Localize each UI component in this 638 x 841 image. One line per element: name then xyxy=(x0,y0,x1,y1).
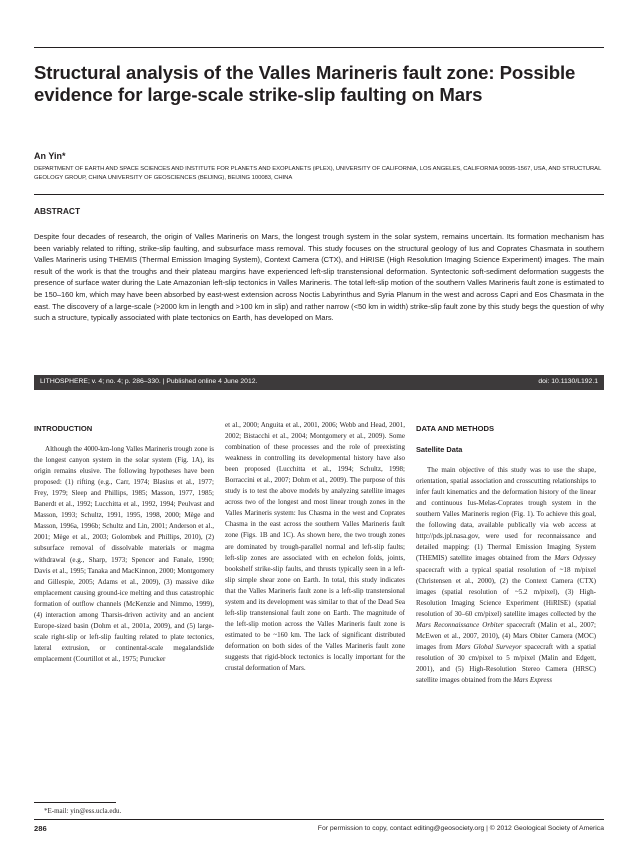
spacecraft-name: Mars Reconnaissance Orbiter xyxy=(416,620,504,629)
journal-citation: LITHOSPHERE; v. 4; no. 4; p. 286–330. | Published online 4 June 2012. xyxy=(40,378,258,385)
author-name: An Yin* xyxy=(34,151,66,161)
journal-citation-band xyxy=(34,375,604,390)
permission-notice: For permission to copy, contact editing@geosociety.org | © 2012 Geological Society of America xyxy=(317,825,604,832)
satellite-data-paragraph xyxy=(416,465,596,686)
spacecraft-name: Mars Global Surveyor xyxy=(455,642,522,651)
text-run: spacecraft with a typical spatial resolution of ~18 m/pixel (Christensen et al., 2000), (2) the Context Camera (CTX) images (spatial resolution of ~5.2 m/pixel), (3) High-Resolution Imaging Science Experiment (HiRISE) (spatial resolution of 30–60 cm/pixel) satellite images collected by the xyxy=(416,565,596,618)
spacecraft-name: Mars Odyssey xyxy=(554,554,596,563)
text-run: The main objective of this study was to use the shape, orientation, spatial association and crosscutting relationships to infer fault kinematics and the deformation history of the linear and continuous Ius-Melas-Coprates trough system in the southern Valles Marineris region (Fig. 1). To achieve this goal, the following data, available publically via web access at http://pds.jpl.nasa.gov, were used for reconnaissance and detailed mapping: (1) Thermal Emission Imaging System (THEMIS) satellite images obtained from the xyxy=(416,466,596,563)
bottom-rule xyxy=(34,819,604,820)
doi-link[interactable]: doi: 10.1130/L192.1 xyxy=(538,378,598,385)
section-heading-data-methods: DATA AND METHODS xyxy=(416,424,495,433)
footnote-rule xyxy=(34,802,116,803)
text-run: spacecraft with a spatial resolution of 30 cm/pixel to 5 m/pixel (Malin and Edgett, 2001), and (5) High-Resolution Stereo Camera (HRSC) satellite images obtained from the xyxy=(416,642,597,684)
paper-title: Structural analysis of the Valles Marineris fault zone: Possible evidence for large-scale strike-slip faulting on Mars xyxy=(34,62,576,105)
author-affiliation: DEPARTMENT OF EARTH AND SPACE SCIENCES AND INSTITUTE FOR PLANETS AND EXOPLANETS (iPLEX), UNIVERSITY OF CALIFORNIA, LOS ANGELES, CALIFORNIA 90095-1567, USA, AND STRUCTURAL GEOLOGY GROUP, CHINA UNIVERSITY OF GEOSCIENCES (BEIJING), BEIJING 100083, CHINA xyxy=(34,166,602,181)
introduction-continued-paragraph: et al., 2000; Anguita et al., 2001, 2006; Webb and Head, 2001, 2002; Bistacchi et al., 2004; Montgomery et al., 2009). Some combination of these processes and the role of preexisting weakness in controlling its developmental history have also been proposed (Lucchitta et al., 1994; Schultz, 1998; Borraccini et al., 2007; Dohm et al., 2009). The purpose of this study is to test the above models by analyzing satellite images across two of the longest and most linear trough zones in the Valles Marineris system: Ius Chasma in the west and Coprates Chasma in the east across the southern Valles Marineris fault zone (Figs. 1B and 1C). As shown here, the two trough zones are dominated by trough-parallel normal and left-slip faults; left-slip zones are associated with en echelon folds, joints, bookshelf strike-slip faults, and thrusts typically seen in a left-slip simple shear zone on Earth. In total, this study indicates that the Valles Marineris fault zone is a left-slip transtensional system and its development was similar to that of the Dead Sea left-slip transtensional fault zone on Earth. The magnitude of the left-slip motion across the Valles Marineris fault zone is estimated to be ~160 km. The lack of significant distributed deformation on both sides of the Valles Marineris fault zone suggests that rigid-block tectonics is locally important for the crustal deformation of Mars. xyxy=(225,421,405,673)
text-run: spacecraft (Malin et al., 2007; McEwen et al., 2007, 2010), (4) Mars Obiter Camera (MOC) images from xyxy=(416,620,596,651)
section-heading-introduction: INTRODUCTION xyxy=(34,424,93,433)
spacecraft-name: Mars Express xyxy=(513,675,552,684)
abstract-text: Despite four decades of research, the origin of Valles Marineris on Mars, the longest trough system in the solar system, remains uncertain. Its formation mechanism has been variably related to rifting, strike-slip faulting, and subsurface mass removal. This study focuses on the structural geology of Ius and Coprates Chasmata in southern Valles Marineris using THEMIS (Thermal Emission Imaging System), Context Camera (CTX), and HiRISE (High Resolution Imaging Science Experiment) images. The main result of the work is that the troughs and their plateau margins have experienced left-slip transtensional deformation. Syntectonic soft-sediment deformation suggests the presence of surface water during the Late Amazonian left-slip tectonics in Valles Marineris. The total left-slip motion of the southern Valles Marineris fault zone is estimated to be 150–160 km, which may have been absorbed by east-west extension across Noctis Labyrinthus and Syria Planum in the west and across Capri and Eos Chasmata in the east. The discovery of a large-scale (>2000 km in length and >100 km in slip) and rather narrow (<50 km in width) strike-slip fault zone by this study begs the question of why such a structure, typically associated with plate tectonics on Earth, has developed on Mars. xyxy=(34,232,604,323)
abstract-rule xyxy=(34,194,604,195)
page-number: 286 xyxy=(34,824,47,833)
introduction-paragraph: Although the 4000-km-long Valles Marineris trough zone is the longest canyon system in the solar system (Fig. 1A), its origin remains elusive. The following hypotheses have been proposed: (1) rifting (e.g., Carr, 1974; Blasius et al., 1977; Frey, 1979; Sleep and Phillips, 1985; Masson, 1977, 1985; Banerdt et al., 1992; Lucchitta et al., 1992, 1994; Peulvast and Masson, 1993; Schultz, 1991, 1995, 1998, 2000; Mège and Masson, 1996a, 1996b; Schultz and Lin, 2001; Anderson et al., 2001; Mège et al., 2003; Golombek and Phillips, 2010), (2) subsurface removal of dissolvable materials or magma withdrawal (e.g., Sharp, 1973; Spencer and Fanale, 1990; Davis et al., 1995; Tanaka and MacKinnon, 2000; Montgomery and Gillespie, 2005; Adams et al., 2009), (3) massive dike emplacement causing ground-ice melting and thus catastrophic formation of outflow channels (McKenzie and Nimmo, 1999), (4) interaction among Tharsis-driven activity and an ancient Europe-sized basin (Dohm et al., 2001a, 2009), and (5) large-scale right-slip or left-slip faulting related to plate tectonics, lateral extrusion, or continental-scale megalandslide emplacement (Courtillot et al., 1975; Purucker xyxy=(34,445,214,663)
top-rule xyxy=(34,47,604,48)
abstract-heading: ABSTRACT xyxy=(34,206,81,216)
column-2 xyxy=(225,420,405,674)
column-1 xyxy=(34,420,214,665)
footnote-email: *E-mail: yin@ess.ucla.edu. xyxy=(44,807,122,815)
column-3 xyxy=(416,420,596,686)
subsection-heading-satellite-data: Satellite Data xyxy=(416,445,463,455)
